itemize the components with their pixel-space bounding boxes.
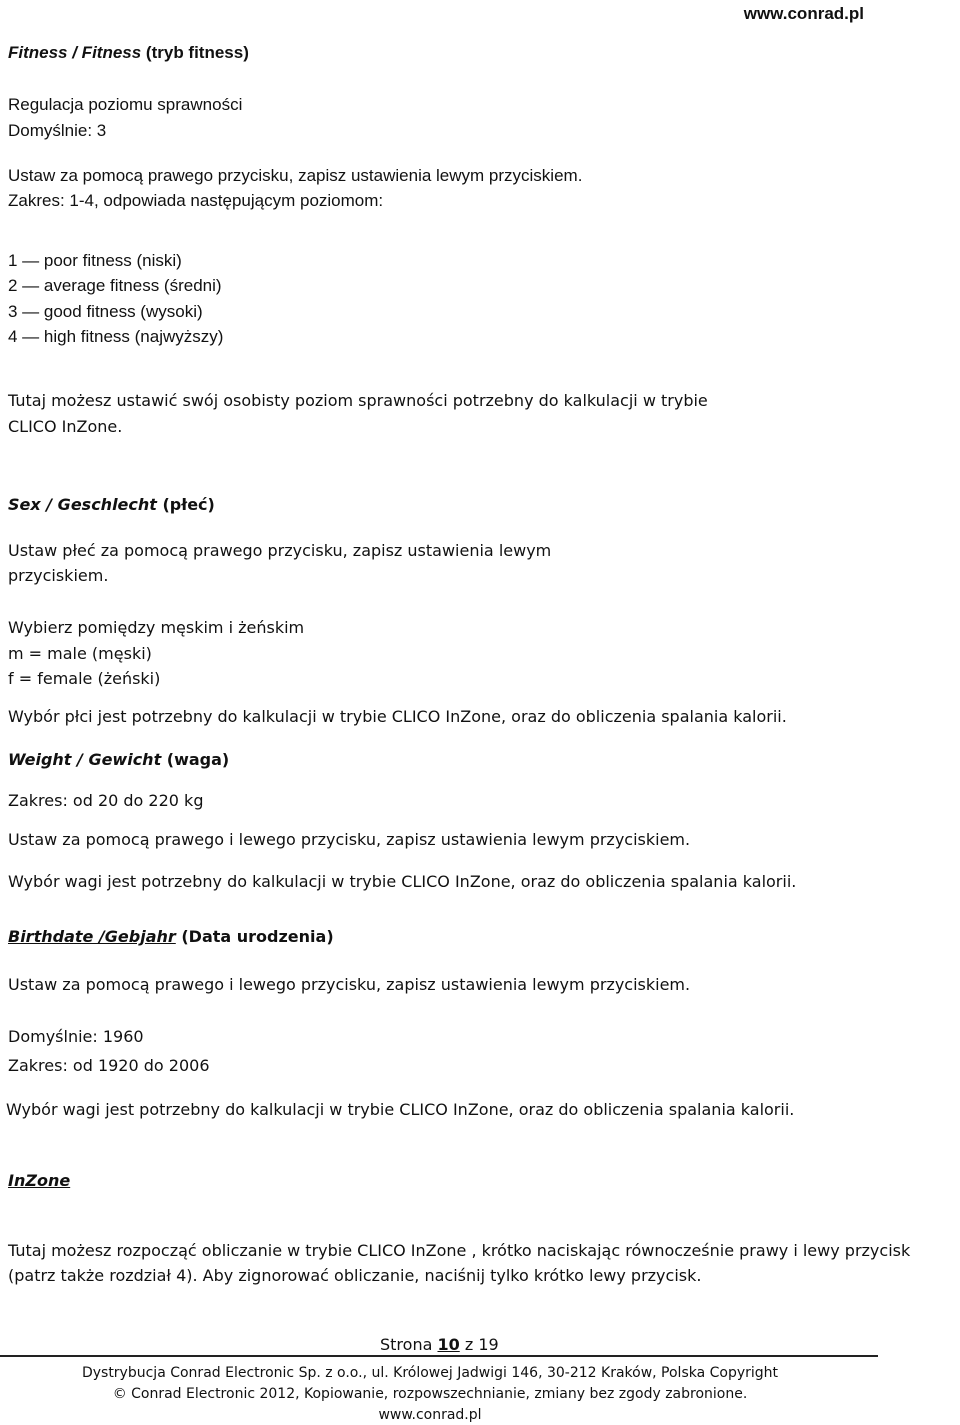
fitness-heading-italic: Fitness / Fitness <box>8 43 142 62</box>
weight-instruction: Ustaw za pomocą prawego i lewego przycisku, zapisz ustawienia lewym przyciskiem. <box>8 830 691 849</box>
page-current: 10 <box>437 1335 460 1354</box>
fitness-note-line1: Tutaj możesz ustawić swój osobisty poziom sprawności potrzebny do kalkulacji w trybie <box>8 391 708 410</box>
inzone-heading-italic: InZone <box>8 1171 71 1190</box>
fitness-level-3: 3 — good fitness (wysoki) <box>8 302 203 321</box>
footer-divider <box>0 1355 878 1357</box>
weight-note: Wybór wagi jest potrzebny do kalkulacji w trybie CLICO InZone, oraz do obliczenia spalania kalorii. <box>8 872 797 891</box>
fitness-level-2: 2 — average fitness (średni) <box>8 276 222 295</box>
birthdate-heading <box>8 926 334 948</box>
footer-line2: © Conrad Electronic 2012, Kopiowanie, rozpowszechnianie, zmiany bez zgody zabronione. <box>112 1386 748 1402</box>
page-suffix: z 19 <box>459 1335 499 1354</box>
sex-note: Wybór płci jest potrzebny do kalkulacji w trybie CLICO InZone, oraz do obliczenia spalania kalorii. <box>8 707 787 726</box>
inzone-line2: (patrz także rozdział 4). Aby zignorować obliczanie, naciśnij tylko krótko lewy przycisk. <box>8 1266 702 1285</box>
inzone-heading <box>8 1170 70 1192</box>
footer-site-url[interactable]: www.conrad.pl <box>378 1407 482 1423</box>
birthdate-range: Zakres: od 1920 do 2006 <box>8 1056 210 1075</box>
birthdate-note: Wybór wagi jest potrzebny do kalkulacji w trybie CLICO InZone, oraz do obliczenia spalania kalorii. <box>6 1100 795 1119</box>
fitness-instruction: Ustaw za pomocą prawego przycisku, zapisz ustawienia lewym przyciskiem. <box>8 166 583 185</box>
sex-heading <box>8 494 215 516</box>
birthdate-instruction: Ustaw za pomocą prawego i lewego przycisku, zapisz ustawienia lewym przyciskiem. <box>8 975 691 994</box>
weight-heading-italic: Weight / Gewicht <box>8 750 162 769</box>
fitness-desc: Regulacja poziomu sprawności <box>8 95 243 114</box>
sex-heading-italic: Sex / Geschlecht <box>8 495 157 514</box>
fitness-heading <box>8 42 249 64</box>
fitness-level-4: 4 — high fitness (najwyższy) <box>8 327 224 346</box>
sex-instruction-line2: przyciskiem. <box>8 566 109 585</box>
sex-option-m: m = male (męski) <box>8 644 152 663</box>
weight-range: Zakres: od 20 do 220 kg <box>8 791 204 810</box>
sex-heading-rest: (płeć) <box>156 495 215 514</box>
fitness-range: Zakres: 1-4, odpowiada następującym poziomom: <box>8 191 384 210</box>
birthdate-heading-italic: Birthdate /Gebjahr <box>8 927 176 946</box>
weight-heading-rest: (waga) <box>161 750 230 769</box>
fitness-default: Domyślnie: 3 <box>8 121 107 140</box>
birthdate-default: Domyślnie: 1960 <box>8 1027 144 1046</box>
sex-choose: Wybierz pomiędzy męskim i żeńskim <box>8 618 305 637</box>
page-prefix: Strona <box>380 1335 438 1354</box>
fitness-level-1: 1 — poor fitness (niski) <box>8 251 182 270</box>
birthdate-heading-rest: (Data urodzenia) <box>175 927 334 946</box>
inzone-line1: Tutaj możesz rozpocząć obliczanie w trybie CLICO InZone , krótko naciskając równocześnie prawy i lewy przycisk <box>8 1241 911 1260</box>
sex-option-f: f = female (żeński) <box>8 669 161 688</box>
header-site-url[interactable]: www.conrad.pl <box>743 4 864 23</box>
footer-line1: Dystrybucja Conrad Electronic Sp. z o.o., ul. Królowej Jadwigi 146, 30-212 Kraków, Polska Copyright <box>81 1365 779 1381</box>
sex-instruction-line1: Ustaw płeć za pomocą prawego przycisku, zapisz ustawienia lewym <box>8 541 552 560</box>
fitness-heading-rest: (tryb fitness) <box>141 43 249 62</box>
page-number <box>380 1335 499 1355</box>
weight-heading <box>8 749 229 771</box>
fitness-note-line2: CLICO InZone. <box>8 417 123 436</box>
